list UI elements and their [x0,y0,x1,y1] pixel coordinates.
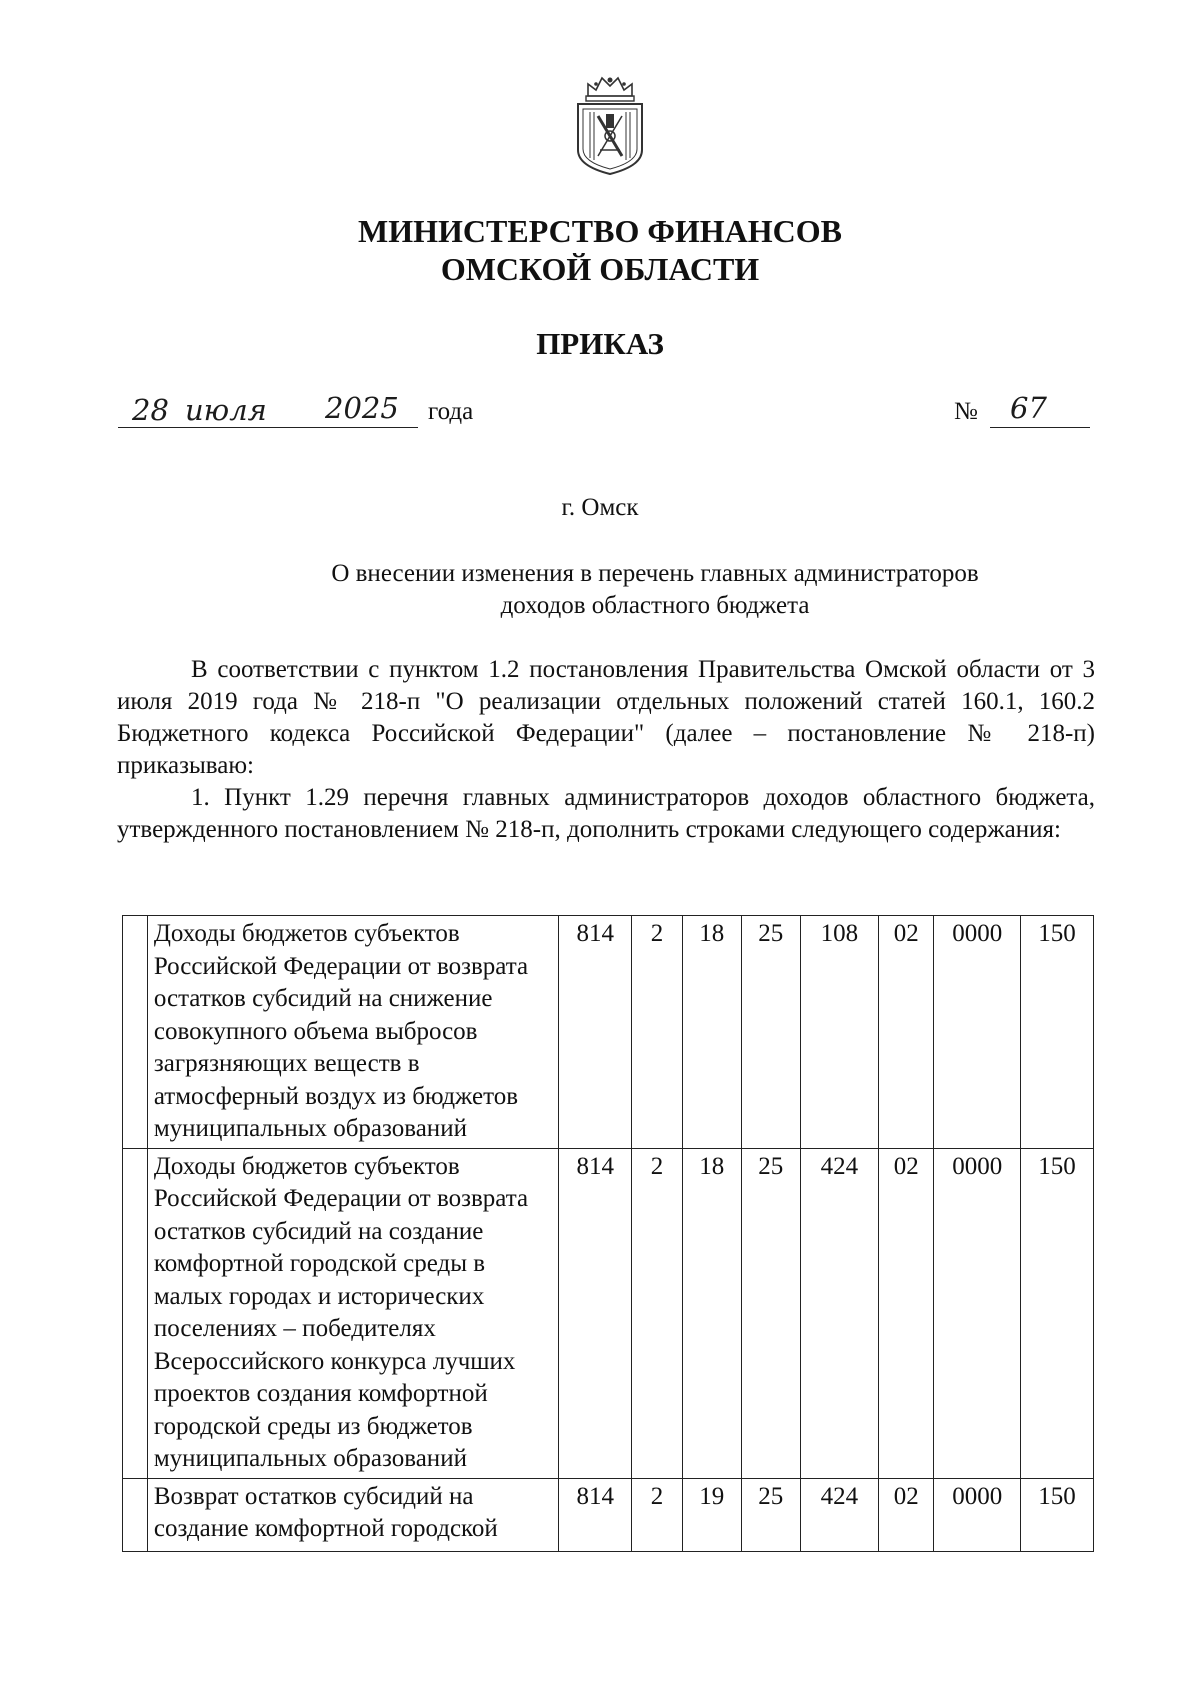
table-row [123,1478,1094,1551]
subject-line-2: доходов областного бюджета [500,592,810,619]
revenue-codes-table [122,915,1094,1552]
table-cell-code: 18 [682,916,741,1149]
table-row [123,916,1094,1149]
table-cell-blank [123,916,148,1149]
number-sign: № [954,398,978,425]
date-month: июля [185,393,267,427]
table-cell-name: Доходы бюджетов субъектов Российской Федерации от возврата остатков субсидий на снижение совокупного объема выбросов загрязняющих веществ в атмосферный воздух из бюджетов муниципальных образований [147,916,558,1149]
table-cell-code: 2 [632,1148,683,1478]
table-cell-code: 02 [879,1478,934,1551]
table-cell-code: 150 [1021,1148,1094,1478]
table-cell-code: 2 [632,916,683,1149]
table-cell-code: 424 [800,1148,878,1478]
table-cell-code: 150 [1021,916,1094,1149]
table-cell-code: 02 [879,916,934,1149]
table-cell-code: 814 [559,916,632,1149]
table-cell-code: 0000 [934,1478,1021,1551]
table-cell-code: 25 [741,1148,800,1478]
paragraph-1: В соответствии с пунктом 1.2 постановления Правительства Омской области от 3 июля 2019 года № 218-п "О реализации отдельных положений статей 160.1, 160.2 Бюджетного кодекса Российской Федерации" (далее – постановление № 218-п) приказываю: [117,656,1095,779]
document-type: ПРИКАЗ [536,326,664,361]
organization-line-2: ОМСКОЙ ОБЛАСТИ [440,251,760,287]
table-cell-blank [123,1478,148,1551]
table-cell-code: 814 [559,1478,632,1551]
document-number: 67 [1010,391,1047,425]
table-cell-blank [123,1148,148,1478]
table-cell-code: 814 [559,1148,632,1478]
number-underline [990,427,1090,428]
table-cell-code: 0000 [934,916,1021,1149]
table-cell-code: 25 [741,916,800,1149]
table-cell-name: Доходы бюджетов субъектов Российской Федерации от возврата остатков субсидий на создание комфортной городской среды в малых городах и исторических поселениях – победителях Всероссийского конкурса лучших проектов создания комфортной городской среды из бюджетов муниципальных образований [147,1148,558,1478]
table-row [123,1148,1094,1478]
table-cell-code: 02 [879,1148,934,1478]
table-cell-code: 0000 [934,1148,1021,1478]
subject-line-1: О внесении изменения в перечень главных администраторов [331,560,979,587]
table-cell-code: 150 [1021,1478,1094,1551]
table-cell-code: 25 [741,1478,800,1551]
coat-of-arms-icon [570,74,650,176]
table-cell-code: 19 [682,1478,741,1551]
table-cell-code: 18 [682,1148,741,1478]
subject [270,558,1040,622]
table-cell-name: Возврат остатков субсидий на создание комфортной городской [147,1478,558,1551]
date-suffix: года [428,398,474,425]
table-cell-code: 108 [800,916,878,1149]
table-cell-code: 2 [632,1478,683,1551]
date-underline [118,427,418,428]
date-year: 2025 [325,391,399,425]
organization-line-1: МИНИСТЕРСТВО ФИНАНСОВ [358,213,842,249]
table-cell-code: 424 [800,1478,878,1551]
city: г. Омск [561,494,639,521]
paragraph-2: 1. Пункт 1.29 перечня главных администраторов доходов областного бюджета, утвержденного постановлением № 218-п, дополнить строками следующего содержания: [117,784,1095,843]
date-day: 28 [132,393,169,427]
